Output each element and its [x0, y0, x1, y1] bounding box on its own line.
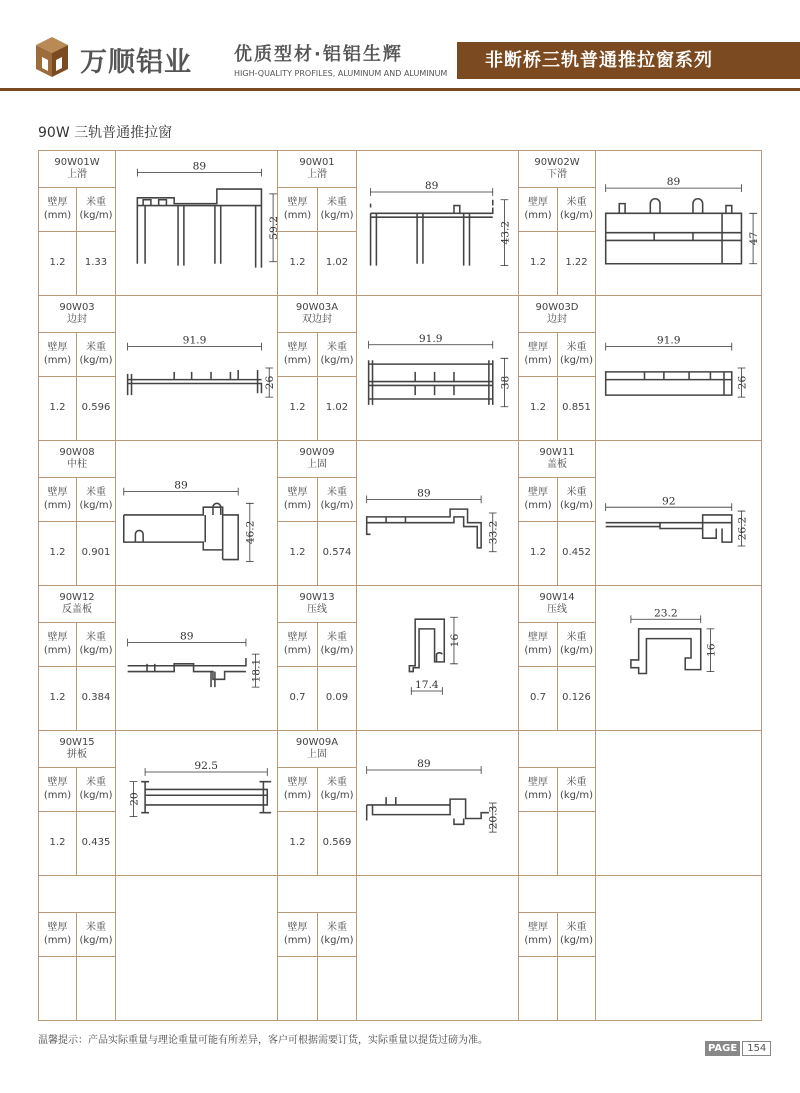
- weight-label: [77, 623, 116, 667]
- profile-drawing-cell: [357, 296, 519, 441]
- thickness-unit: (mm): [43, 644, 72, 656]
- profile-name: 上固: [307, 459, 327, 470]
- weight-label: [318, 623, 357, 667]
- profile-header: [519, 151, 596, 188]
- weight-label-text: 米重: [86, 922, 106, 933]
- dim-width: 89: [174, 478, 188, 492]
- weight-label: [318, 333, 357, 377]
- dim-height: 26: [263, 375, 277, 390]
- weight-label-text: 米重: [566, 922, 587, 933]
- profile-name: 压线: [547, 604, 567, 615]
- thickness-unit: (mm): [283, 644, 312, 656]
- weight-value: 0.435: [77, 812, 116, 876]
- thickness-value: 1.2: [278, 232, 318, 296]
- thickness-value: 1.2: [519, 232, 558, 296]
- profile-code: 90W13: [299, 591, 335, 603]
- thickness-unit: (mm): [524, 789, 552, 801]
- profile-name: 上固: [307, 749, 327, 760]
- weight-unit: (kg/m): [559, 499, 594, 511]
- weight-value: 0.851: [558, 377, 596, 441]
- profile-drawing: [596, 588, 756, 728]
- thickness-label-text: 壁厚: [528, 342, 548, 353]
- weight-value: 1.02: [318, 232, 357, 296]
- weight-label: [558, 768, 596, 812]
- thickness-unit: (mm): [43, 354, 72, 366]
- dim-width: 89: [417, 757, 431, 771]
- weight-label: [77, 188, 116, 232]
- thickness-label-text: 壁厚: [287, 632, 308, 643]
- thickness-unit: (mm): [43, 209, 72, 221]
- profile-name: 边封: [67, 314, 87, 325]
- thickness-unit: (mm): [524, 499, 552, 511]
- thickness-label: [39, 623, 77, 667]
- page-label: PAGE: [705, 1041, 740, 1056]
- dim-width: 89: [192, 159, 207, 173]
- profile-drawing-cell: [116, 441, 278, 586]
- weight-unit: (kg/m): [79, 789, 113, 801]
- profile-header: [519, 731, 596, 768]
- weight-label-text: 米重: [566, 487, 587, 498]
- profile-header: [39, 151, 116, 188]
- weight-label-text: 米重: [566, 777, 587, 788]
- profile-header: [278, 731, 357, 768]
- thickness-label: [278, 188, 318, 232]
- profile-drawing: [596, 153, 760, 293]
- thickness-value: 1.2: [519, 522, 558, 586]
- profile-header: [278, 441, 357, 478]
- profile-header: [39, 731, 116, 768]
- profile-drawing-cell: [596, 586, 762, 731]
- weight-label-text: 米重: [327, 632, 347, 643]
- weight-label: [318, 478, 357, 522]
- brand-logo-icon: [34, 37, 70, 77]
- weight-label: [77, 478, 116, 522]
- thickness-unit: (mm): [283, 499, 312, 511]
- weight-label-text: 米重: [86, 487, 106, 498]
- dim-width: 17.4: [414, 678, 439, 692]
- page-header: [0, 0, 800, 92]
- thickness-unit: (mm): [524, 644, 552, 656]
- profile-header: [278, 876, 357, 913]
- profile-header: [278, 296, 357, 333]
- profile-name: 下滑: [547, 169, 567, 180]
- thickness-value: 1.2: [278, 522, 318, 586]
- thickness-label-text: 壁厚: [528, 777, 548, 788]
- profile-drawing: [357, 298, 517, 438]
- thickness-label-text: 壁厚: [528, 197, 548, 208]
- profile-drawing: [357, 153, 517, 293]
- thickness-unit: (mm): [43, 789, 72, 801]
- profile-header: [519, 586, 596, 623]
- weight-unit: (kg/m): [320, 789, 354, 801]
- profile-name: 拼板: [67, 749, 87, 760]
- weight-unit: (kg/m): [320, 354, 354, 366]
- dim-height: 16: [704, 643, 718, 658]
- weight-unit: (kg/m): [559, 934, 594, 946]
- profile-drawing-cell: [116, 296, 278, 441]
- thickness-label-text: 壁厚: [287, 342, 308, 353]
- thickness-value: 1.2: [39, 522, 77, 586]
- profile-header: [39, 586, 116, 623]
- profile-name: 中柱: [67, 459, 87, 470]
- dim-width: 89: [424, 179, 439, 193]
- weight-value: [77, 957, 116, 1021]
- profile-drawing-cell: [596, 296, 762, 441]
- section-title: 90W 三轨普通推拉窗: [38, 125, 173, 141]
- thickness-unit: (mm): [283, 354, 312, 366]
- thickness-label: [519, 623, 558, 667]
- weight-label-text: 米重: [86, 197, 106, 208]
- profile-drawing-cell: [596, 151, 762, 296]
- weight-unit: (kg/m): [559, 354, 594, 366]
- profile-drawing-cell: [116, 876, 278, 1021]
- weight-value: 0.452: [558, 522, 596, 586]
- weight-label-text: 米重: [327, 197, 347, 208]
- weight-label: [77, 333, 116, 377]
- dim-width: 91.9: [418, 331, 443, 345]
- dim-width: 91.9: [656, 333, 681, 347]
- weight-label: [77, 768, 116, 812]
- profile-drawing: [596, 443, 756, 583]
- profile-code: 90W08: [59, 446, 95, 458]
- thickness-label-text: 壁厚: [47, 922, 68, 933]
- weight-value: 0.569: [318, 812, 357, 876]
- weight-label-text: 米重: [327, 777, 347, 788]
- profile-code: 90W09A: [295, 736, 339, 748]
- thickness-label-text: 壁厚: [47, 777, 68, 788]
- weight-unit: (kg/m): [320, 934, 354, 946]
- dim-width: 89: [417, 486, 431, 500]
- weight-label-text: 米重: [86, 342, 106, 353]
- profile-drawing-cell: [116, 731, 278, 876]
- profile-drawing: [116, 733, 276, 873]
- header-rule: [0, 88, 800, 91]
- profile-code: 90W09: [299, 446, 335, 458]
- thickness-label-text: 壁厚: [287, 487, 308, 498]
- thickness-value: 0.7: [278, 667, 318, 731]
- dim-height: 47: [746, 231, 760, 246]
- dim-height: 18.1: [249, 658, 263, 683]
- thickness-label-text: 壁厚: [287, 777, 308, 788]
- profile-drawing: [116, 153, 280, 293]
- weight-value: [558, 812, 596, 876]
- profile-code: 90W03A: [295, 301, 339, 313]
- weight-label: [558, 333, 596, 377]
- weight-unit: (kg/m): [320, 209, 354, 221]
- thickness-unit: (mm): [283, 209, 312, 221]
- thickness-label-text: 壁厚: [47, 632, 68, 643]
- thickness-label: [39, 188, 77, 232]
- weight-label-text: 米重: [566, 197, 587, 208]
- profile-header: [39, 876, 116, 913]
- footer-note: 温馨提示：产品实际重量与理论重量可能有所差异，客户可根据需要订货，实际重量以提货过磅为准。: [38, 1035, 488, 1046]
- dim-height: 26.2: [735, 516, 749, 541]
- profile-name: 上滑: [307, 169, 327, 180]
- weight-value: [558, 957, 596, 1021]
- profile-drawing-cell: [596, 731, 762, 876]
- profile-drawing: [116, 443, 276, 583]
- thickness-unit: (mm): [43, 499, 72, 511]
- dim-height: 59.2: [266, 215, 280, 240]
- thickness-label-text: 壁厚: [528, 487, 548, 498]
- profile-header: [278, 586, 357, 623]
- thickness-label: [519, 333, 558, 377]
- profile-code: 90W03D: [535, 301, 579, 313]
- brand-name: 万顺铝业: [80, 47, 192, 78]
- thickness-label: [278, 478, 318, 522]
- thickness-label: [519, 913, 558, 957]
- weight-label-text: 米重: [566, 632, 587, 643]
- brand-slogan-en: HIGH-QUALITY PROFILES, ALUMINUM AND ALUMINUM: [234, 69, 448, 78]
- profile-drawing-cell: [596, 876, 762, 1021]
- thickness-label: [39, 913, 77, 957]
- profile-code: 90W15: [59, 736, 95, 748]
- thickness-label-text: 壁厚: [47, 342, 68, 353]
- profile-grid: [38, 150, 762, 1021]
- thickness-value: [519, 957, 558, 1021]
- profile-code: 90W02W: [534, 156, 580, 168]
- profile-header: [39, 441, 116, 478]
- thickness-unit: (mm): [283, 934, 312, 946]
- profile-name: 边封: [547, 314, 567, 325]
- dim-height: 46.2: [243, 520, 257, 545]
- dim-height: 43.2: [498, 220, 512, 245]
- thickness-label: [39, 333, 77, 377]
- profile-name: 压线: [307, 604, 327, 615]
- weight-label-text: 米重: [86, 632, 106, 643]
- thickness-value: 1.2: [278, 812, 318, 876]
- thickness-label-text: 壁厚: [528, 632, 548, 643]
- profile-drawing-cell: [357, 151, 519, 296]
- weight-label: [558, 188, 596, 232]
- thickness-unit: (mm): [524, 209, 552, 221]
- profile-name: 盖板: [547, 459, 567, 470]
- weight-value: 1.02: [318, 377, 357, 441]
- thickness-value: [278, 957, 318, 1021]
- weight-value: 1.22: [558, 232, 596, 296]
- dim-width: 92: [661, 494, 676, 508]
- weight-value: 0.09: [318, 667, 357, 731]
- thickness-label: [278, 768, 318, 812]
- profile-code: 90W14: [539, 591, 575, 603]
- profile-code: 90W12: [59, 591, 95, 603]
- thickness-label: [519, 478, 558, 522]
- thickness-unit: (mm): [524, 934, 552, 946]
- thickness-label: [39, 478, 77, 522]
- weight-label-text: 米重: [327, 922, 347, 933]
- thickness-unit: (mm): [524, 354, 552, 366]
- weight-unit: (kg/m): [559, 789, 594, 801]
- profile-drawing-cell: [116, 586, 278, 731]
- thickness-value: 1.2: [278, 377, 318, 441]
- thickness-label: [278, 333, 318, 377]
- profile-header: [519, 441, 596, 478]
- weight-unit: (kg/m): [79, 644, 113, 656]
- profile-drawing-cell: [116, 151, 278, 296]
- profile-code: 90W03: [59, 301, 95, 313]
- thickness-label: [278, 623, 318, 667]
- thickness-label: [519, 188, 558, 232]
- profile-name: 双边封: [302, 314, 332, 325]
- weight-value: 0.596: [77, 377, 116, 441]
- dim-height: 20.3: [486, 805, 500, 830]
- profile-code: 90W01: [299, 156, 335, 168]
- thickness-unit: (mm): [283, 789, 312, 801]
- brand-slogan: 优质型材·铝铝生辉: [234, 44, 403, 65]
- thickness-unit: (mm): [43, 934, 72, 946]
- thickness-value: 0.7: [519, 667, 558, 731]
- page-indicator: [705, 1041, 771, 1056]
- weight-unit: (kg/m): [320, 499, 354, 511]
- thickness-label-text: 壁厚: [47, 487, 68, 498]
- weight-label: [77, 913, 116, 957]
- weight-value: 0.384: [77, 667, 116, 731]
- weight-label: [318, 188, 357, 232]
- weight-value: 0.901: [77, 522, 116, 586]
- profile-header: [519, 876, 596, 913]
- page-number: 154: [742, 1041, 771, 1056]
- thickness-value: 1.2: [39, 667, 77, 731]
- weight-label-text: 米重: [327, 487, 347, 498]
- weight-label: [558, 478, 596, 522]
- profile-code: 90W11: [539, 446, 575, 458]
- weight-value: 0.574: [318, 522, 357, 586]
- thickness-value: 1.2: [519, 377, 558, 441]
- profile-header: [519, 296, 596, 333]
- profile-drawing: [357, 733, 517, 873]
- weight-unit: (kg/m): [79, 499, 113, 511]
- profile-drawing-cell: [357, 731, 519, 876]
- thickness-value: [39, 957, 77, 1021]
- dim-width: 91.9: [182, 333, 207, 347]
- weight-unit: (kg/m): [79, 209, 113, 221]
- profile-drawing-cell: [596, 441, 762, 586]
- dim-width: 89: [666, 175, 681, 189]
- weight-unit: (kg/m): [559, 209, 594, 221]
- thickness-value: 1.2: [39, 232, 77, 296]
- profile-drawing: [116, 298, 276, 438]
- weight-label-text: 米重: [327, 342, 347, 353]
- thickness-label: [278, 913, 318, 957]
- thickness-value: 1.2: [39, 812, 77, 876]
- thickness-label-text: 壁厚: [287, 922, 308, 933]
- weight-label-text: 米重: [86, 777, 106, 788]
- thickness-label-text: 壁厚: [47, 197, 68, 208]
- thickness-value: [519, 812, 558, 876]
- weight-label: [318, 913, 357, 957]
- dim-height: 38: [498, 375, 512, 390]
- profile-code: 90W01W: [54, 156, 100, 168]
- thickness-label-text: 壁厚: [287, 197, 308, 208]
- dim-height: 26: [735, 375, 749, 390]
- profile-header: [278, 151, 357, 188]
- dim-width: 23.2: [653, 606, 678, 620]
- weight-unit: (kg/m): [320, 644, 354, 656]
- series-title: 非断桥三轨普通推拉窗系列: [457, 42, 800, 79]
- dim-width: 92.5: [194, 759, 219, 773]
- profile-drawing-cell: [357, 441, 519, 586]
- profile-name: 上滑: [67, 169, 87, 180]
- weight-unit: (kg/m): [559, 644, 594, 656]
- weight-unit: (kg/m): [79, 354, 113, 366]
- weight-label-text: 米重: [566, 342, 587, 353]
- dim-height: 20: [127, 792, 141, 806]
- weight-value: 1.33: [77, 232, 116, 296]
- dim-height: 16: [447, 633, 461, 648]
- profile-drawing: [596, 298, 756, 438]
- profile-drawing: [116, 588, 276, 728]
- thickness-label: [39, 768, 77, 812]
- profile-drawing: [357, 443, 517, 583]
- profile-header: [39, 296, 116, 333]
- thickness-label: [519, 768, 558, 812]
- dim-width: 89: [180, 629, 194, 643]
- profile-name: 反盖板: [62, 604, 92, 615]
- profile-drawing-cell: [357, 586, 519, 731]
- weight-unit: (kg/m): [79, 934, 113, 946]
- profile-drawing-cell: [357, 876, 519, 1021]
- dim-height: 33.2: [486, 520, 500, 545]
- profile-drawing: [357, 588, 517, 728]
- weight-label: [558, 913, 596, 957]
- weight-value: 0.126: [558, 667, 596, 731]
- weight-label: [318, 768, 357, 812]
- thickness-label-text: 壁厚: [528, 922, 548, 933]
- weight-value: [318, 957, 357, 1021]
- weight-label: [558, 623, 596, 667]
- thickness-value: 1.2: [39, 377, 77, 441]
